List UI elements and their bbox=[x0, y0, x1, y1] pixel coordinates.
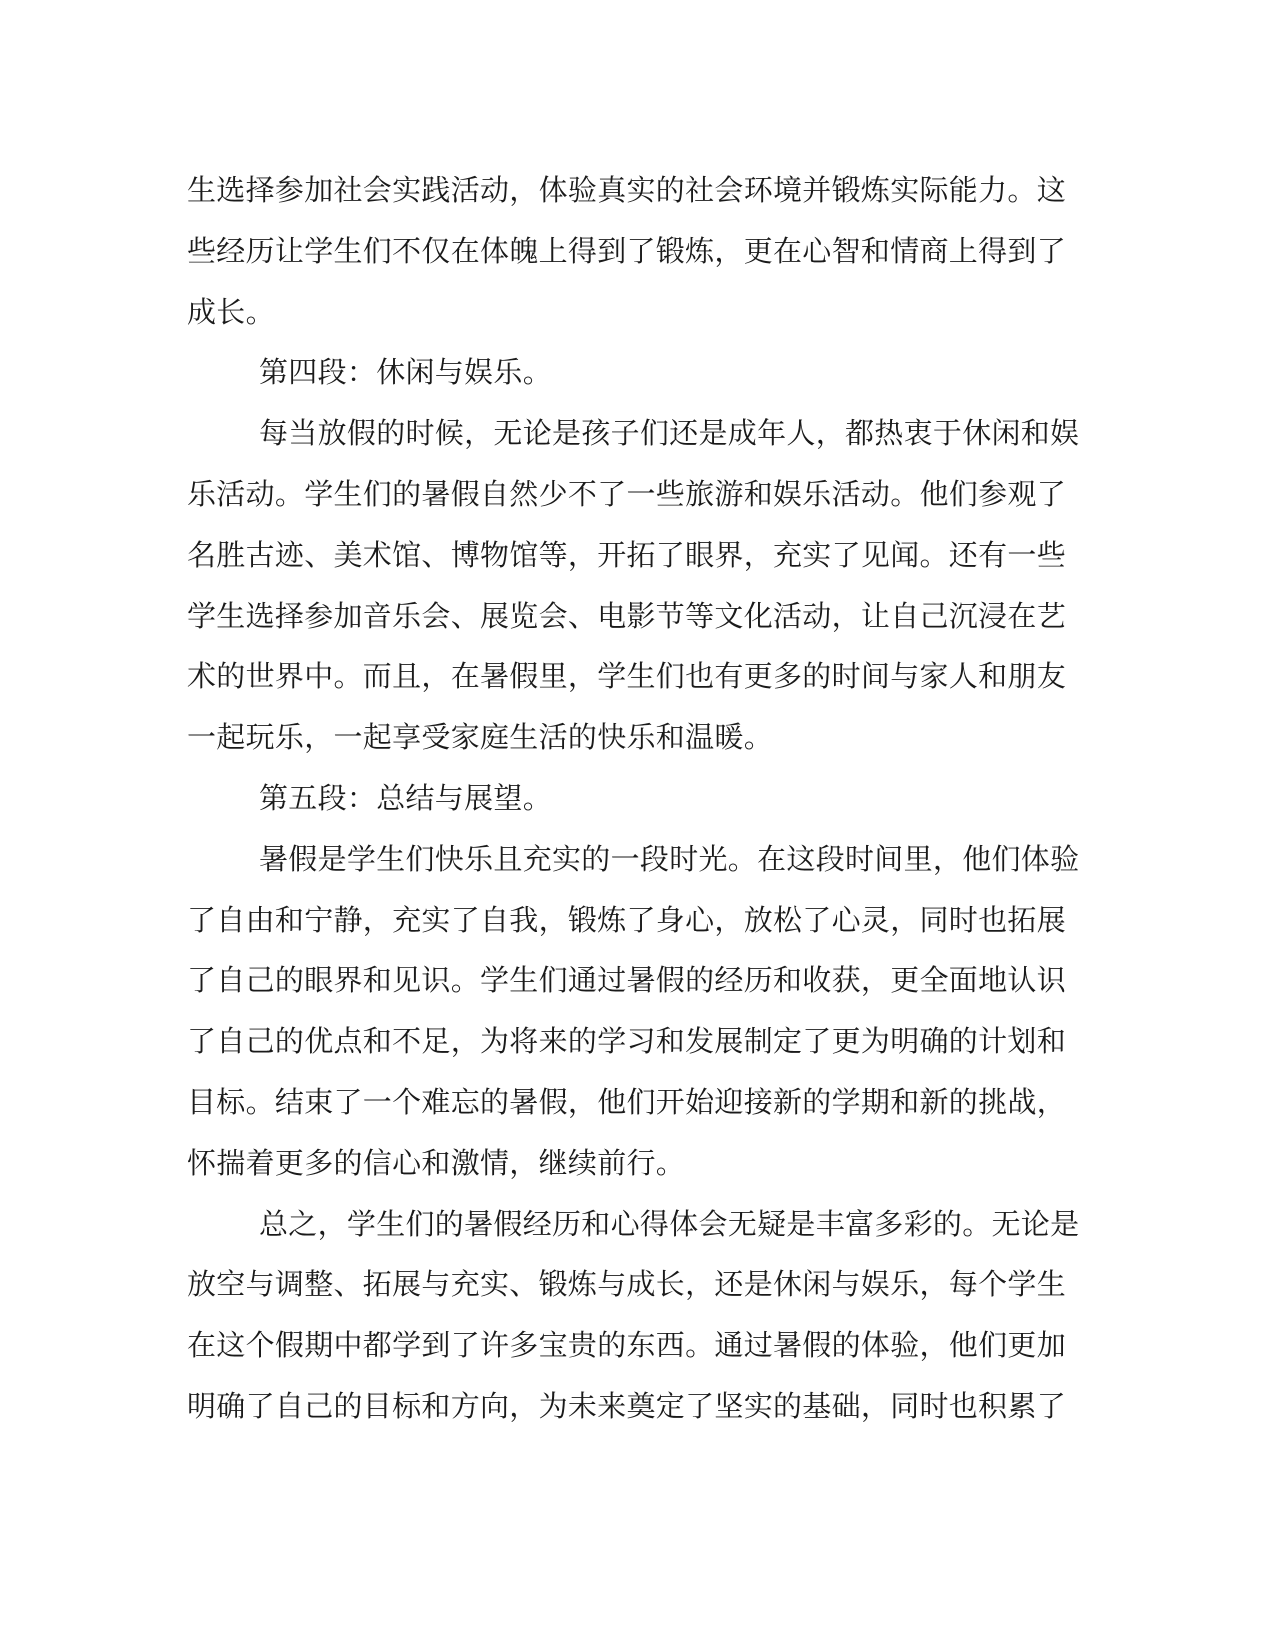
text-line: 学生选择参加音乐会、展览会、电影节等文化活动，让自己沉浸在艺 bbox=[187, 598, 1067, 633]
text-line: 怀揣着更多的信心和激情，继续前行。 bbox=[187, 1145, 686, 1180]
text-line: 总之，学生们的暑假经历和心得体会无疑是丰富多彩的。无论是 bbox=[259, 1206, 1080, 1241]
text-line: 暑假是学生们快乐且充实的一段时光。在这段时间里，他们体验 bbox=[259, 841, 1080, 876]
text-line: 乐活动。学生们的暑假自然少不了一些旅游和娱乐活动。他们参观了 bbox=[187, 476, 1067, 511]
section-heading: 第四段：休闲与娱乐。 bbox=[259, 355, 553, 390]
text-line: 些经历让学生们不仅在体魄上得到了锻炼，更在心智和情商上得到了 bbox=[187, 233, 1067, 268]
text-line: 明确了自己的目标和方向，为未来奠定了坚实的基础，同时也积累了 bbox=[187, 1388, 1067, 1423]
text-line: 了自己的眼界和见识。学生们通过暑假的经历和收获，更全面地认识 bbox=[187, 963, 1067, 998]
text-line: 了自己的优点和不足，为将来的学习和发展制定了更为明确的计划和 bbox=[187, 1024, 1067, 1059]
text-line: 名胜古迹、美术馆、博物馆等，开拓了眼界，充实了见闻。还有一些 bbox=[187, 537, 1067, 572]
section-heading: 第五段：总结与展望。 bbox=[259, 780, 553, 815]
text-line: 成长。 bbox=[187, 294, 275, 329]
text-line: 术的世界中。而且，在暑假里，学生们也有更多的时间与家人和朋友 bbox=[187, 659, 1067, 694]
text-line: 每当放假的时候，无论是孩子们还是成年人，都热衷于休闲和娱 bbox=[259, 416, 1080, 451]
document-body bbox=[187, 160, 1080, 1437]
text-line: 一起玩乐，一起享受家庭生活的快乐和温暖。 bbox=[187, 720, 774, 755]
text-line: 生选择参加社会实践活动，体验真实的社会环境并锻炼实际能力。这 bbox=[187, 173, 1067, 207]
text-line: 了自由和宁静，充实了自我，锻炼了身心，放松了心灵，同时也拓展 bbox=[187, 902, 1067, 937]
text-line: 放空与调整、拓展与充实、锻炼与成长，还是休闲与娱乐，每个学生 bbox=[187, 1267, 1067, 1302]
text-line: 在这个假期中都学到了许多宝贵的东西。通过暑假的体验，他们更加 bbox=[187, 1328, 1067, 1363]
text-line: 目标。结束了一个难忘的暑假，他们开始迎接新的学期和新的挑战， bbox=[187, 1084, 1067, 1119]
